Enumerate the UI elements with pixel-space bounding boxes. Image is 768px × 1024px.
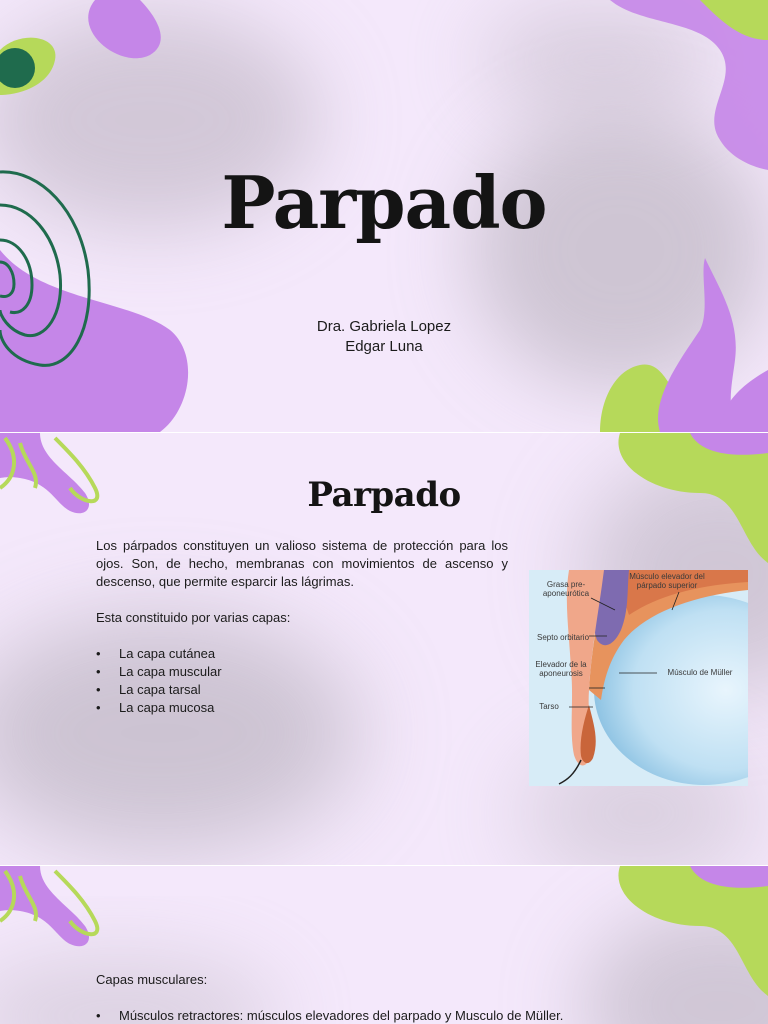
list-item: • La capa tarsal [96,681,508,699]
list-item: • Músculos retractores: músculos elevadores del parpado y Musculo de Müller. [96,1007,716,1024]
section-heading: Capas musculares: [96,972,208,987]
label-elevador-aponeurosis: Elevador de la aponeurosis [535,660,587,678]
list-item: • La capa mucosa [96,699,508,717]
content-slide [0,433,768,865]
slide-body [96,971,716,1024]
label-musculo-elevador: Músculo elevador del párpado superior [629,572,705,590]
label-septo: Septo orbitario [536,633,590,642]
label-tarso: Tarso [539,702,559,711]
title-slide [0,0,768,432]
list-item: • La capa cutánea [96,645,508,663]
author-name: Dra. Gabriela Lopez [316,318,452,335]
content-slide [0,866,768,1024]
description-paragraph: Los párpados constituyen un valioso sistema de protección para los ojos. Son, de hecho, membranas con movimientos de ascenso y descenso, que permite esparcir las lágrimas. [96,538,508,589]
label-muller: Músculo de Müller [667,668,733,677]
layers-list [96,645,508,717]
slide-body [96,537,508,717]
eyelid-anatomy-illustration [529,570,748,786]
slide-title: Parpado [307,475,461,515]
label-grasa: Grasa pre-aponeurótica [542,580,590,598]
muscle-list [96,1007,716,1024]
layers-intro: Esta constituido por varias capas: [96,610,291,625]
author-name: Edgar Luna [345,338,423,355]
list-item: • La capa muscular [96,663,508,681]
authors [0,317,768,357]
page-title: Parpado [221,160,547,245]
eyelid-anatomy-figure [529,570,748,786]
